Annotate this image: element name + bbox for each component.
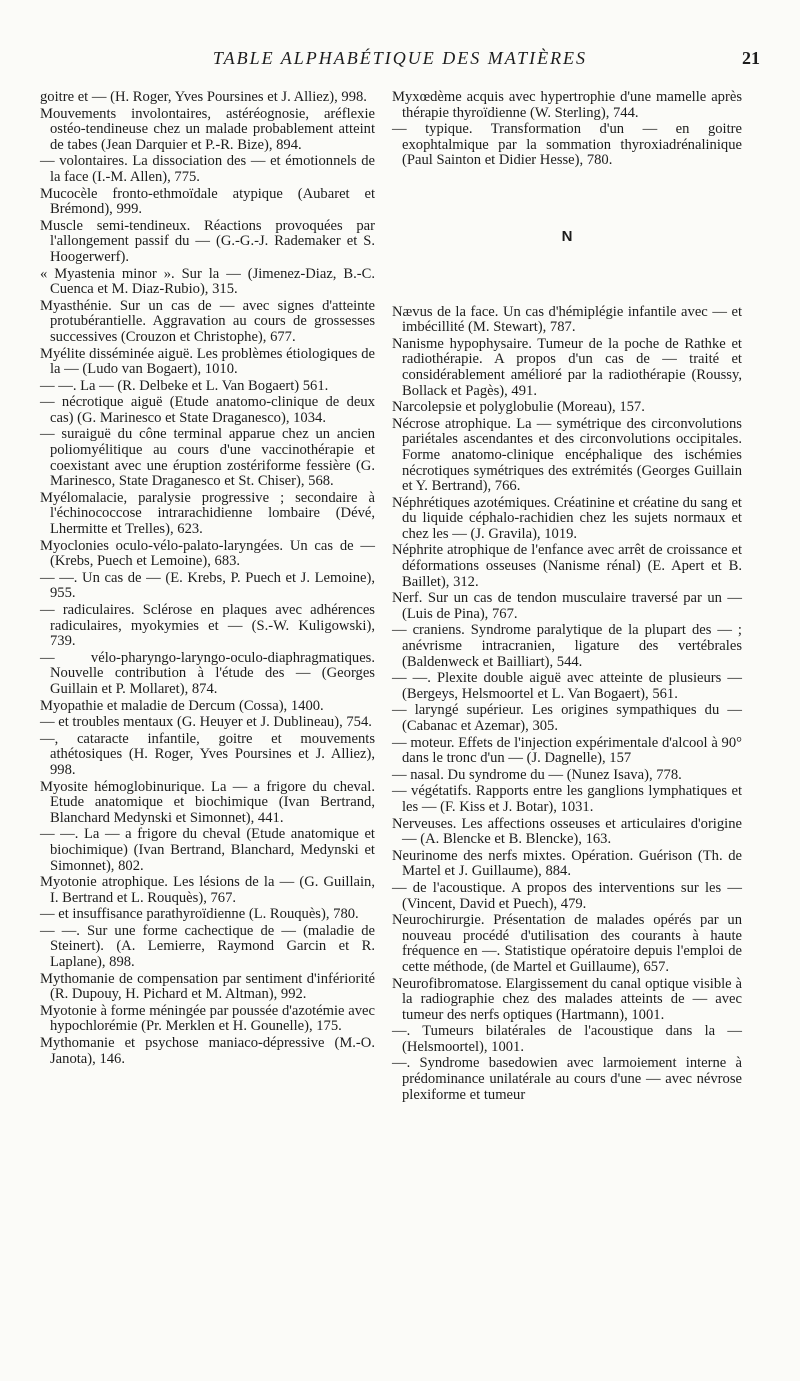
index-entry: Narcolepsie et polyglobulie (Moreau), 157. [392,399,645,416]
index-entry: Muscle semi-tendineux. Réactions provoquées par l'allongement passif du — (G.-G.-J. Rademaker et S. Hoogerwerf). [40,217,375,265]
index-entry: — volontaires. La dissociation des — et émotionnels de la face (I.-M. Allen), 775. [40,153,375,185]
right-column [392,90,742,1104]
index-entry: — nasal. Du syndrome du — (Nunez Isava), 778. [392,766,682,783]
index-entry: — typique. Transformation d'un — en goitre exophtalmique par la sommation thyroxiadrénalinique (Paul Sainton et Didier Hesse), 780. [392,121,742,169]
index-entry: Nerveuses. Les affections osseuses et articulaires d'origine — (A. Blencke et B. Blencke), 163. [392,815,742,848]
index-entry: — végétatifs. Rapports entre les ganglions lymphatiques et les — (F. Kiss et J. Botar), 1031. [392,783,742,815]
index-entry: Myotonie à forme méningée par poussée d'azotémie avec hypochlorémie (Pr. Merklen et H. Gounelle), 175. [40,1002,375,1035]
index-entry: Neurochirurgie. Présentation de malades opérés par un nouveau procédé d'utilisation des courants à haute fréquence en —. Statistique opératoire depuis l'emploi de cette méthode, (de Martel et Guillaume), 657. [392,912,742,975]
index-entry: — nécrotique aiguë (Etude anatomo-clinique de deux cas) (G. Marinesco et State Draganesco), 1034. [40,394,375,426]
index-entry: — vélo-pharyngo-laryngo-oculo-diaphragmatiques. Nouvelle contribution à l'étude des — (Georges Guillain et P. Mollaret), 874. [40,649,375,697]
index-entry: Mythomanie et psychose maniaco-dépressive (M.-O. Janota), 146. [40,1035,375,1067]
index-entry: Myopathie et maladie de Dercum (Cossa), 1400. [40,697,324,714]
index-entry: Myasthénie. Sur un cas de — avec signes d'atteinte protubérantielle. Aggravation au cours de grossesses successives (Crouzon et Christophe), 677. [40,297,375,345]
index-entry: Myotonie atrophique. Les lésions de la — (G. Guillain, I. Bertrand et L. Rouquès), 767. [40,874,375,906]
page-header [40,48,760,78]
index-entry: — de l'acoustique. A propos des interventions sur les — (Vincent, David et Puech), 479. [392,879,742,912]
index-entry: — laryngé supérieur. Les origines sympathiques du — (Cabanac et Azemar), 305. [392,702,742,734]
left-column [40,90,375,1068]
index-entry: — —. La — a frigore du cheval (Etude anatomique et biochimique) (Ivan Bertrand, Blanchard, Medynski et Simonnet), 802. [40,826,375,874]
index-entry: Neurofibromatose. Elargissement du canal optique visible à la radiographie chez des malades atteints de — avec tumeur des nerfs optiques (Hartmann), 1001. [392,975,742,1023]
index-entry: — radiculaires. Sclérose en plaques avec adhérences radiculaires, myokymies et — (S.-W. Kuligowski), 739. [40,602,375,650]
index-entry: Nævus de la face. Un cas d'hémiplégie infantile avec — et imbécillité (M. Stewart), 787. [392,303,742,336]
page-number: 21 [742,48,760,68]
index-entry: Nerf. Sur un cas de tendon musculaire traversé par un — (Luis de Pina), 767. [392,590,742,622]
section-letter: N [561,227,573,245]
index-entry: Neurinome des nerfs mixtes. Opération. Guérison (Th. de Martel et J. Guillaume), 884. [392,847,742,880]
index-entry: — —. Un cas de — (E. Krebs, P. Puech et J. Lemoine), 955. [40,569,375,602]
index-entry: —, cataracte infantile, goitre et mouvements athétosiques (H. Roger, Yves Poursines et J. Alliez), 998. [40,730,375,778]
index-entry: — et troubles mentaux (G. Heuyer et J. Dublineau), 754. [40,714,372,731]
index-entry: —. Syndrome basedowien avec larmoiement interne à prédominance unilatérale au cours d'une — avec névrose plexiforme et tumeur [392,1055,742,1103]
index-entry: Myoclonies oculo-vélo-palato-laryngées. Un cas de — (Krebs, Puech et Lemoine), 683. [40,537,375,570]
index-entry: Néphrétiques azotémiques. Créatinine et créatine du sang et du liquide céphalo-rachidien chez les sujets normaux et chez les — (J. Gravila), 1019. [392,494,742,542]
index-entry: Myxœdème acquis avec hypertrophie d'une mamelle après thérapie thyroïdienne (W. Sterling), 744. [392,89,742,121]
index-entry: Mythomanie de compensation par sentiment d'infériorité (R. Dupouy, H. Pichard et M. Altman), 992. [40,970,375,1003]
index-entry: Myélomalacie, paralysie progressive ; secondaire à l'échinococcose intrarachidienne lombaire (Dévé, Lhermitte et Trelles), 623. [40,489,375,538]
index-entry: Néphrite atrophique de l'enfance avec arrêt de croissance et déformations osseuses (Nanisme rénal) (E. Apert et B. Baillet), 312. [392,542,742,590]
running-title: TABLE ALPHABÉTIQUE DES MATIÈRES [212,48,588,68]
index-entry: — —. Plexite double aiguë avec atteinte de plusieurs — (Bergeys, Helsmoortel et L. Van Bogaert), 561. [392,670,742,702]
index-entry: — —. Sur une forme cachectique de — (maladie de Steinert). (A. Lemierre, Raymond Garcin et R. Laplane), 898. [40,922,375,971]
index-entry: Nanisme hypophysaire. Tumeur de la poche de Rathke et radiothérapie. A propos d'un cas de — traité et considérablement amélioré par la radiothérapie (Roussy, Bollack et Pagès), 491. [392,335,742,399]
index-entry: — —. La — (R. Delbeke et L. Van Bogaert) 561. [40,377,329,394]
index-entry: — et insuffisance parathyroïdienne (L. Rouquès), 780. [40,906,359,923]
index-entry: Nécrose atrophique. La — symétrique des circonvolutions pariétales ascendantes et des circonvolutions occipitales. Forme anatomo-clinique encéphalique des ischémies nécrotiques symétriques des extrémités (Georges Guillain et Y. Bertrand), 766. [392,415,742,495]
index-entry: —. Tumeurs bilatérales de l'acoustique dans la — (Helsmoortel), 1001. [392,1023,742,1055]
index-entry: — moteur. Effets de l'injection expérimentale d'alcool à 90° dans le tronc d'un — (J. Dagnelle), 157 [392,734,742,767]
index-entry: Myosite hémoglobinurique. La — a frigore du cheval. Etude anatomique et biochimique (Ivan Bertrand, Blanchard Medynski et Simonnet), 441. [40,778,375,826]
index-entry: — craniens. Syndrome paralytique de la plupart des — ; anévrisme intracranien, ligature des vertébrales (Baldenweck et Bailliart), 544. [392,622,742,670]
index-entry: goitre et — (H. Roger, Yves Poursines et J. Alliez), 998. [40,89,367,105]
index-entry: « Myastenia minor ». Sur la — (Jimenez-Diaz, B.-C. Cuenca et M. Diaz-Rubio), 315. [40,265,375,298]
index-entry: Mouvements involontaires, astéréognosie, aréflexie ostéo-tendineuse chez un malade probablement atteint de tabes (Jean Darquier et P.-R. Bize), 894. [40,105,375,153]
index-entry: Myélite disséminée aiguë. Les problèmes étiologiques de la — (Ludo van Bogaert), 1010. [40,345,375,378]
index-entry: Mucocèle fronto-ethmoïdale atypique (Aubaret et Brémond), 999. [40,185,375,218]
index-entry: — suraiguë du cône terminal apparue chez un ancien poliomyélitique au cours d'une vaccinothérapie et coexistant avec une éruption zostériforme fessière (G. Marinesco, State Draganesco et St. Chiser), 568. [40,426,375,490]
